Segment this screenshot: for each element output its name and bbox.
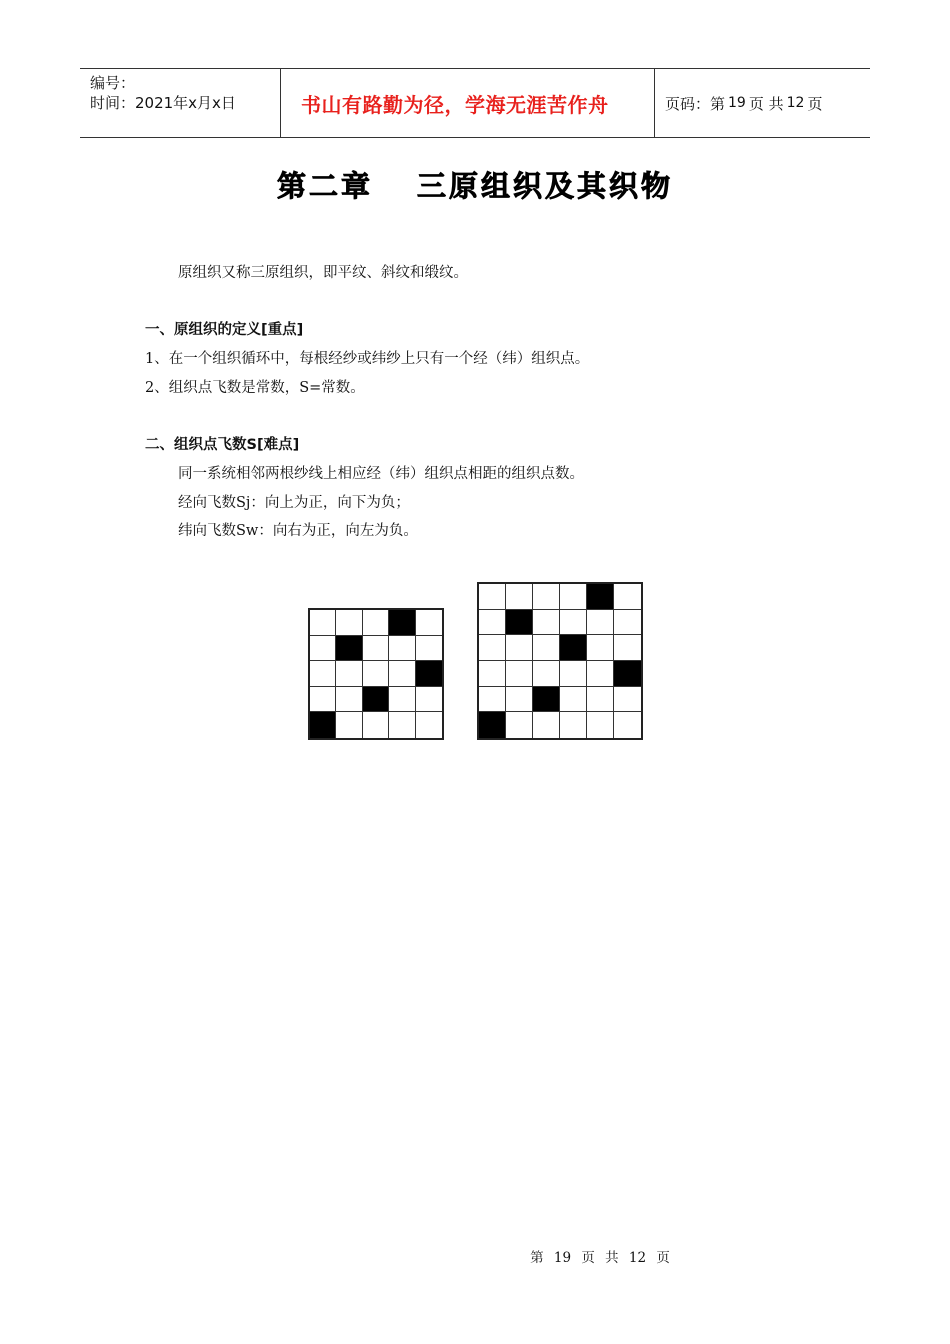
- weave-point-empty: [363, 636, 389, 662]
- weave-diagram-6x6: [477, 582, 643, 740]
- weave-point-filled: [336, 636, 362, 662]
- weave-diagram-5x5: [308, 608, 444, 740]
- section2-line3: 纬向飞数Sw：向右为正，向左为负。: [178, 523, 418, 539]
- weave-point-empty: [336, 661, 362, 687]
- weave-point-empty: [587, 635, 614, 661]
- weave-point-empty: [614, 610, 641, 636]
- header-table: [80, 68, 870, 138]
- weave-point-empty: [479, 635, 506, 661]
- weave-point-filled: [310, 712, 336, 738]
- weave-point-empty: [363, 610, 389, 636]
- page-title: [0, 164, 950, 205]
- header-meta-cell: [80, 69, 281, 137]
- weave-point-empty: [389, 687, 415, 713]
- weave-point-filled: [479, 712, 506, 738]
- section2-line2: 经向飞数Sj：向上为正，向下为负；: [178, 495, 410, 511]
- intro-paragraph: 原组织又称三原组织，即平纹、斜纹和缎纹。: [178, 265, 468, 281]
- section2-heading: 二、组织点飞数S[难点]: [145, 437, 300, 453]
- number-label: 编号：: [90, 74, 136, 92]
- weave-point-empty: [479, 584, 506, 610]
- weave-point-empty: [587, 661, 614, 687]
- weave-point-empty: [479, 661, 506, 687]
- page-current: 19: [728, 95, 746, 111]
- section1-item2: 2、组织点飞数是常数，S=常数。: [145, 380, 365, 396]
- weave-point-empty: [506, 584, 533, 610]
- weave-point-empty: [479, 610, 506, 636]
- weave-point-filled: [560, 635, 587, 661]
- weave-point-empty: [416, 636, 442, 662]
- weave-point-filled: [614, 661, 641, 687]
- page-label-prefix: 页码：第: [665, 94, 726, 113]
- weave-point-empty: [310, 687, 336, 713]
- weave-point-filled: [533, 687, 560, 713]
- page-footer: 第 19 页 共 12 页: [530, 1250, 670, 1266]
- weave-point-empty: [560, 584, 587, 610]
- weave-point-empty: [336, 712, 362, 738]
- page-total: 12: [786, 95, 805, 111]
- weave-point-empty: [506, 687, 533, 713]
- weave-point-empty: [336, 687, 362, 713]
- time-label: 时间：2021年x月x日: [90, 94, 236, 112]
- weave-point-empty: [587, 712, 614, 738]
- weave-point-empty: [506, 712, 533, 738]
- weave-point-filled: [416, 661, 442, 687]
- weave-point-empty: [416, 712, 442, 738]
- weave-point-empty: [389, 636, 415, 662]
- weave-point-empty: [614, 712, 641, 738]
- weave-point-filled: [587, 584, 614, 610]
- weave-point-empty: [310, 661, 336, 687]
- weave-point-empty: [587, 610, 614, 636]
- weave-point-empty: [533, 635, 560, 661]
- chapter-name: 三原组织及其织物: [417, 169, 674, 203]
- weave-point-empty: [363, 712, 389, 738]
- section2-line1: 同一系统相邻两根纱线上相应经（纬）组织点相距的组织点数。: [178, 466, 584, 482]
- weave-point-empty: [506, 661, 533, 687]
- weave-point-empty: [533, 712, 560, 738]
- weave-point-empty: [363, 661, 389, 687]
- weave-point-empty: [416, 610, 442, 636]
- weave-point-filled: [363, 687, 389, 713]
- page-label-suffix: 页: [807, 94, 823, 113]
- weave-point-empty: [506, 635, 533, 661]
- weave-point-empty: [587, 687, 614, 713]
- header-motto: 书山有路勤为径，学海无涯苦作舟: [281, 69, 655, 137]
- weave-point-filled: [389, 610, 415, 636]
- weave-point-empty: [310, 610, 336, 636]
- weave-point-empty: [533, 610, 560, 636]
- weave-point-empty: [614, 584, 641, 610]
- weave-point-empty: [533, 584, 560, 610]
- weave-point-empty: [336, 610, 362, 636]
- weave-point-empty: [533, 661, 560, 687]
- weave-point-empty: [614, 687, 641, 713]
- weave-point-empty: [614, 635, 641, 661]
- weave-point-empty: [310, 636, 336, 662]
- weave-point-empty: [389, 661, 415, 687]
- section1-heading: 一、原组织的定义[重点]: [145, 322, 304, 338]
- weave-point-empty: [560, 687, 587, 713]
- weave-point-empty: [560, 712, 587, 738]
- weave-point-empty: [416, 687, 442, 713]
- header-page-cell: [655, 69, 870, 137]
- weave-point-empty: [560, 610, 587, 636]
- chapter-label: 第二章: [276, 169, 373, 203]
- page-label-mid: 页 共: [748, 94, 784, 113]
- section1-item1: 1、在一个组织循环中，每根经纱或纬纱上只有一个经（纬）组织点。: [145, 351, 590, 367]
- weave-point-empty: [389, 712, 415, 738]
- weave-point-empty: [560, 661, 587, 687]
- weave-point-filled: [506, 610, 533, 636]
- weave-point-empty: [479, 687, 506, 713]
